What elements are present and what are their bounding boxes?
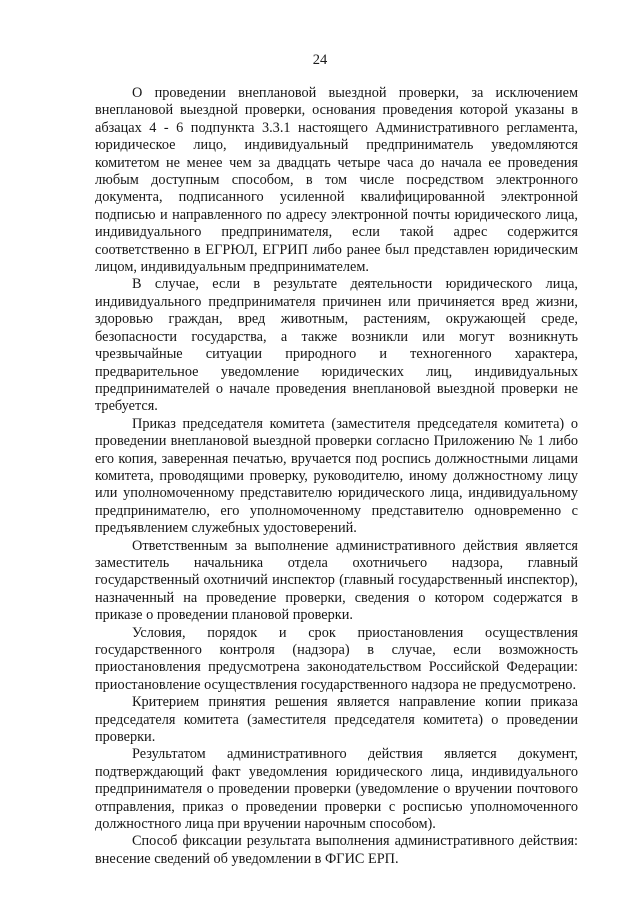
paragraph-suspension-conditions: Условия, порядок и срок приостановления осуществления государственного контроля (надзора) в случае, если возможность приостановления предусмотрена законодательством Российской Федерации: приостановление осуществления государственного надзора не предусмотрено. (95, 624, 578, 693)
document-body (95, 85, 578, 868)
page-number: 24 (312, 52, 328, 68)
paragraph-harm-exception: В случае, если в результате деятельности юридического лица, индивидуального предпринимателя причинен или причиняется вред жизни, здоровью граждан, вред животным, растениям, окружающей среде, безопасности государства, а также возникли или могут возникнуть чрезвычайные ситуации природного и техногенного характера, предварительное уведомление юридических лиц, индивидуальных предпринимателей о начале проведения внеплановой выездной проверки не требуется. (95, 276, 578, 415)
paragraph-decision-criterion: Критерием принятия решения является направление копии приказа председателя комитета (заместителя председателя комитета) о проведении проверки. (95, 694, 578, 746)
paragraph-result-recording: Способ фиксации результата выполнения административного действия: внесение сведений об уведомлении в ФГИС ЕРП. (95, 833, 578, 867)
paragraph-responsible-person: Ответственным за выполнение административного действия является заместитель начальника отдела охотничьего надзора, главный государственный охотничий инспектор (главный государственный инспектор), назначенный на проведение проверки, сведения о котором содержатся в приказе о проведении плановой проверки. (95, 537, 578, 624)
paragraph-notification-procedure: О проведении внеплановой выездной проверки, за исключением внеплановой выездной проверки, основания проведения которой указаны в абзацах 4 - 6 подпункта 3.3.1 настоящего Административного регламента, юридическое лицо, индивидуальный предприниматель уведомляются комитетом не менее чем за двадцать четыре часа до начала ее проведения любым доступным способом, в том числе посредством электронного документа, подписанного усиленной квалифицированной электронной подписью и направленного по адресу электронной почты юридического лица, индивидуального предпринимателя, если такой адрес содержится соответственно в ЕГРЮЛ, ЕГРИП либо ранее был представлен юридическим лицом, индивидуальным предпринимателем. (95, 85, 578, 276)
paragraph-order-delivery: Приказ председателя комитета (заместителя председателя комитета) о проведении внеплановой выездной проверки согласно Приложению № 1 либо его копия, заверенная печатью, вручается под роспись должностными лицами комитета, проводящими проверку, руководителю, иному должностному лицу или уполномоченному представителю юридического лица, индивидуальному предпринимателю, его уполномоченному представителю одновременно с предъявлением служебных удостоверений. (95, 415, 578, 537)
paragraph-action-result: Результатом административного действия является документ, подтверждающий факт уведомления юридического лица, индивидуального предпринимателя о проведении проверки (уведомление о вручении почтового отправления, приказ о проведении проверки с росписью уполномоченного должностного лица при вручении нарочным способом). (95, 746, 578, 833)
